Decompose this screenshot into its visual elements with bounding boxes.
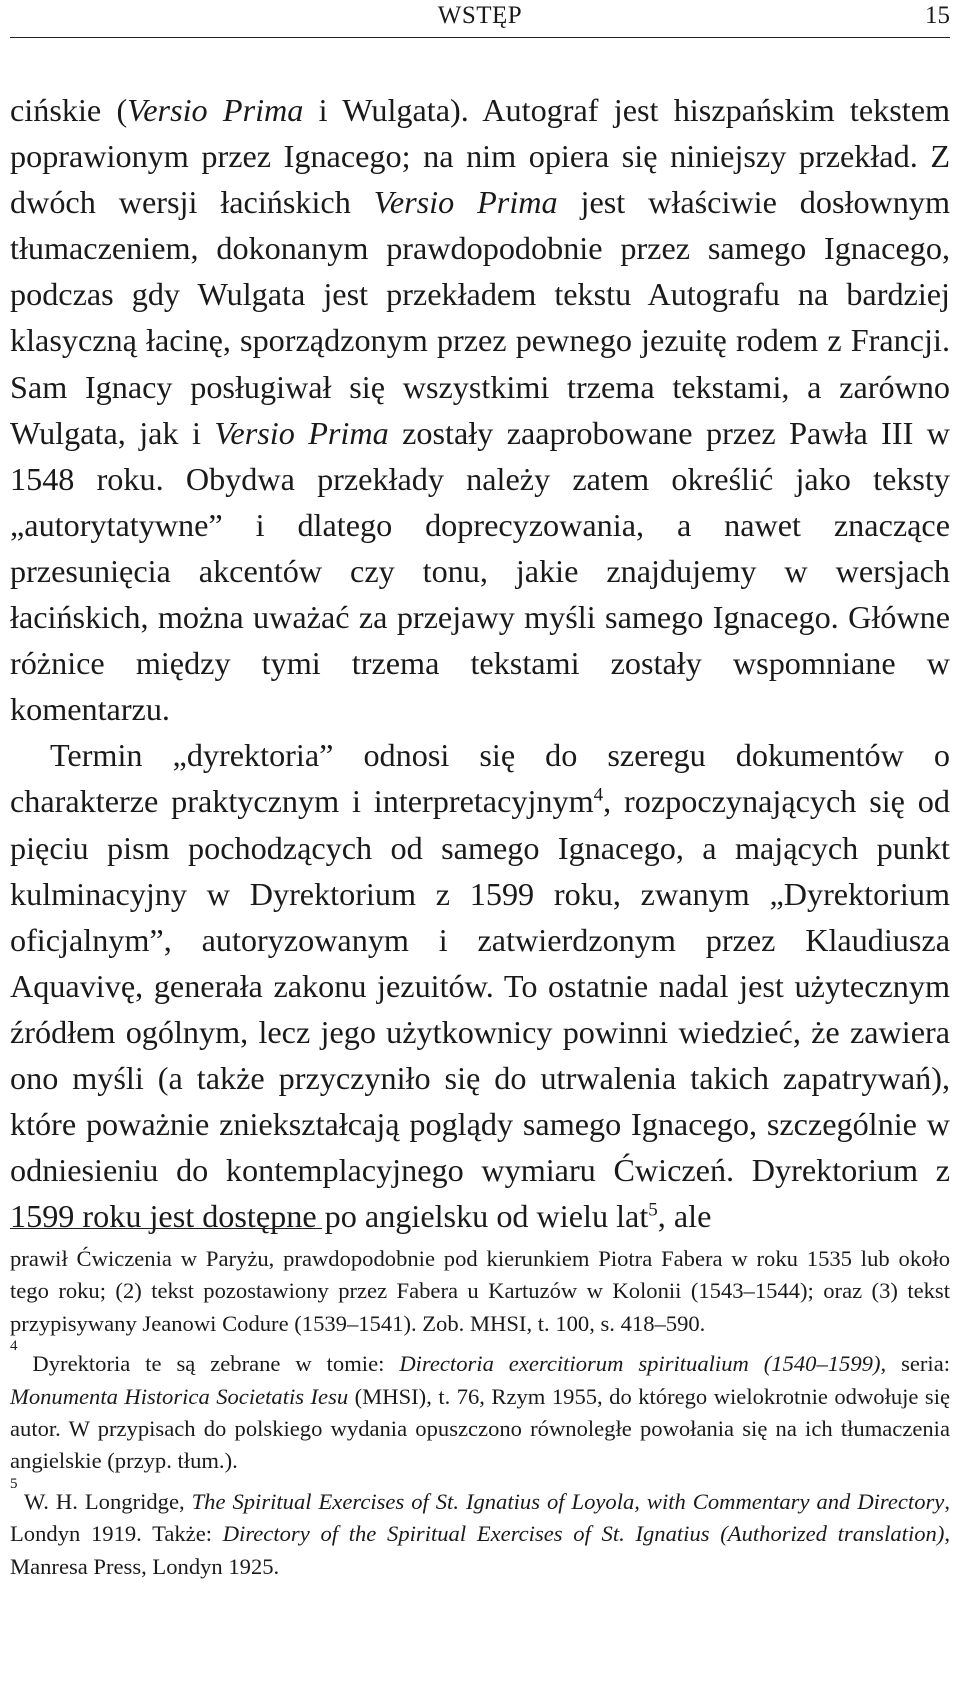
paragraph-2: [10, 732, 950, 1239]
footnote-4: [10, 1338, 951, 1478]
text-run: Dyrektoria te są zebrane w tomie:: [17, 1351, 400, 1377]
text-run: W. H. Longridge,: [17, 1488, 192, 1514]
italic-title: Versio Prima: [127, 92, 304, 128]
main-text: [10, 87, 950, 1239]
footnote-number: 4: [10, 1338, 18, 1355]
text-run: , seria:: [880, 1351, 950, 1377]
italic-title: Monumenta Historica Societatis Iesu: [10, 1383, 349, 1409]
text-run: , ale: [657, 1198, 712, 1235]
text-run: i Wulgata). Autograf jest hiszpańskim tekstem poprawionym przez Ignacego; na nim opiera się niniejszy przekład. Z dwóch wersji łacińskich: [10, 92, 951, 221]
italic-title: Versio Prima: [373, 184, 558, 221]
running-title: WSTĘP: [437, 2, 523, 29]
footnote-separator: [10, 1228, 322, 1229]
footnote-5: [10, 1475, 950, 1583]
italic-title: Directoria exercitiorum spiritualium (1540–1599): [399, 1351, 881, 1377]
text-run: zostały zaaprobowane przez Pawła III w 1548 roku. Obydwa przekłady należy zatem określić jako teksty „autorytatywne” i dlatego doprecyzowania, a nawet znaczące przesunięcia akcentów czy tonu, jakie znajdujemy w wersjach łacińskich, można uważać za przejawy myśli samego Ignacego. Główne różnice między tymi trzema tekstami zostały wspomniane w komentarzu.: [10, 414, 950, 728]
footnotes: [10, 1243, 950, 1591]
italic-title: Directory of the Spiritual Exercises of St. Ignatius (Authorized translation): [222, 1521, 945, 1547]
text-run: cińskie (: [10, 92, 128, 128]
page-number: 15: [925, 2, 950, 29]
text-run: , Manresa Press, Londyn 1925.: [10, 1521, 950, 1579]
page-header: [10, 0, 950, 38]
italic-title: The Spiritual Exercises of St. Ignatius of Loyola, with Commentary and Directory: [191, 1488, 945, 1514]
footnote-3-continued: prawił Ćwiczenia w Paryżu, prawdopodobnie pod kierunkiem Piotra Fabera w roku 1535 lub około tego roku; (2) tekst pozostawiony przez Fabera u Kartuzów w Kolonii (1543–1544); oraz (3) tekst przypisywany Jeanowi Codure (1539–1541). Zob. MHSI, t. 100, s. 418–590.: [10, 1246, 950, 1336]
text-run: (MHSI), t. 76, Rzym 1955, do którego wielokrotnie odwołuje się autor. W przypisach do polskiego wydania opuszczono równoległe powołania się na ich tłumaczenia angielskie (przyp. tłum.).: [10, 1383, 951, 1474]
italic-title: Versio Prima: [214, 414, 389, 451]
text-run: Termin „dyrektoria” odnosi się do szeregu dokumentów o charakterze praktycznym i interpretacyjnym: [10, 737, 950, 820]
paragraph-1: [10, 87, 950, 732]
footnote-number: 5: [10, 1475, 18, 1492]
footnote-ref-4[interactable]: 4: [593, 784, 604, 806]
text-run: , Londyn 1919. Także:: [10, 1488, 950, 1547]
text-run: jest właściwie dosłownym tłumaczeniem, dokonanym prawdopodobnie przez samego Ignacego, podczas gdy Wulgata jest przekładem tekstu Autografu na bardziej klasyczną łacinę, sporządzonym przez pewnego jezuitę rodem z Francji. Sam Ignacy posługiwał się wszystkimi trzema tekstami, a zarówno Wulgata, jak i: [10, 184, 951, 451]
footnote-ref-5[interactable]: 5: [648, 1199, 658, 1221]
text-run: , rozpoczynających się od pięciu pism pochodzących od samego Ignacego, a mających punkt kulminacyjny w Dyrektorium z 1599 roku, zwanym „Dyrektorium oficjalnym”, autoryzowanym i zatwierdzonym przez Klaudiusza Aquavivę, generała zakonu jezuitów. To ostatnie nadal jest użytecznym źródłem ogólnym, lecz jego użytkownicy powinni wiedzieć, że zawiera ono myśli (a także przyczyniło się do utrwalenia takich zapatrywań), które poważnie zniekształcają poglądy samego Ignacego, szczególnie w odniesieniu do kontemplacyjnego wymiaru Ćwiczeń. Dyrektorium z 1599 roku jest dostępne po angielsku od wielu lat: [10, 783, 950, 1235]
